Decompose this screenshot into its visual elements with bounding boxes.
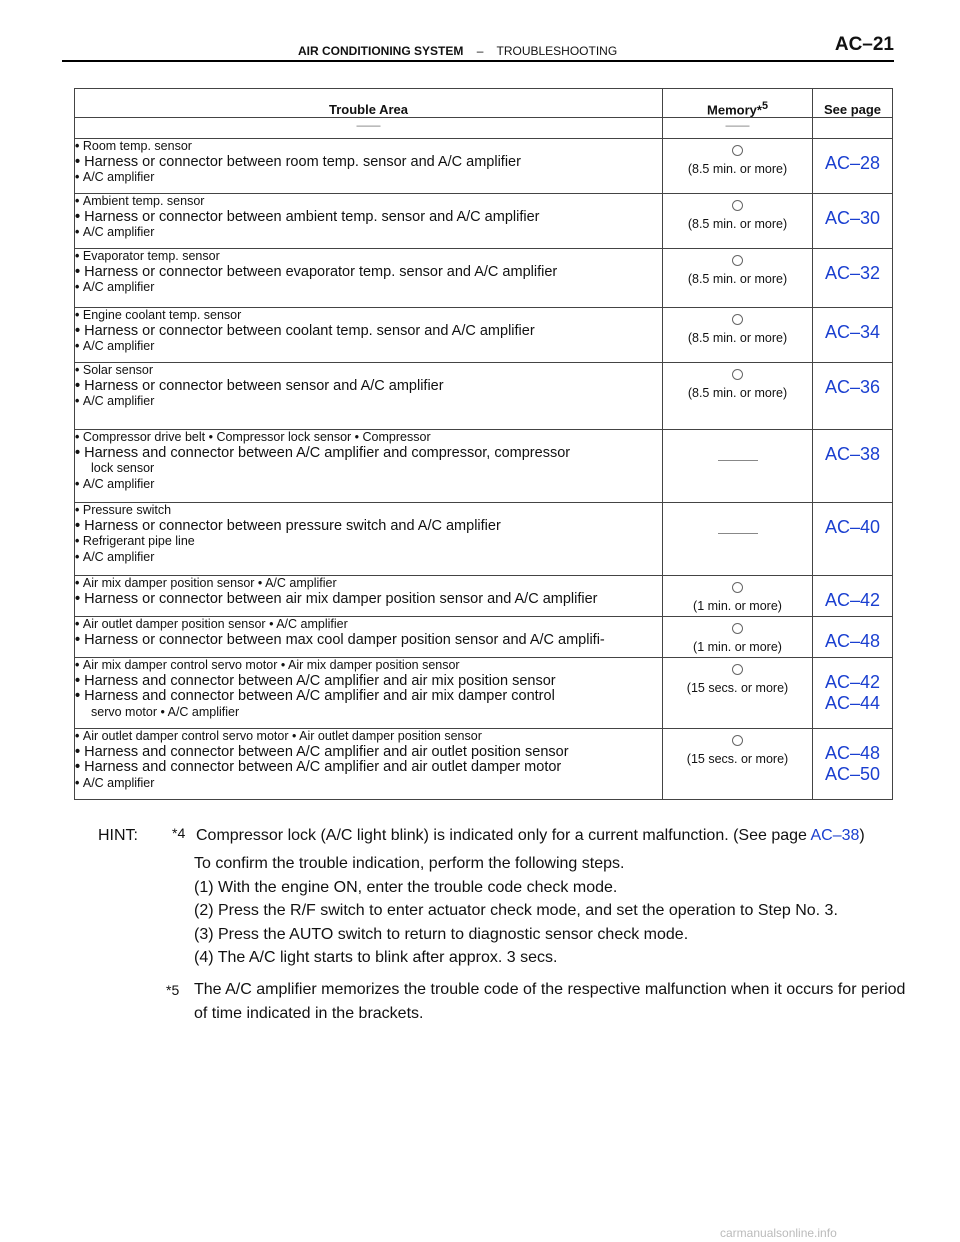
memory-circle-icon (732, 582, 743, 593)
memory-cell (663, 617, 813, 658)
memory-cell (663, 308, 813, 363)
see-page-cell (813, 139, 893, 194)
footnote-4-mark: *4 (172, 825, 186, 841)
memory-cell (663, 194, 813, 249)
trouble-area-line: • A/C amplifier (75, 477, 662, 493)
trouble-area-cell (75, 658, 663, 729)
memory-duration: (8.5 min. or more) (687, 386, 788, 400)
see-page-link[interactable]: AC–38 (824, 444, 881, 464)
dash-cell: —— (663, 118, 813, 139)
trouble-area-line: • Harness or connector between max cool damper position sensor and A/C amplifi- (75, 633, 662, 649)
see-page-link[interactable]: AC–48 (824, 631, 881, 651)
table-row (75, 503, 893, 576)
memory-duration: (1 min. or more) (693, 599, 782, 613)
table-row (75, 617, 893, 658)
col-trouble-area: Trouble Area (75, 89, 663, 118)
trouble-area-line: • A/C amplifier (75, 776, 662, 792)
see-page-cell (813, 249, 893, 308)
memory-cell (663, 430, 813, 503)
step-line: (3) Press the AUTO switch to return to diagnostic sensor check mode. (194, 925, 689, 943)
trouble-area-line: • Evaporator temp. sensor (75, 249, 662, 265)
trouble-area-line: • Harness and connector between A/C amplifier and compressor, compressor (75, 446, 662, 462)
trouble-area-cell (75, 139, 663, 194)
trouble-area-line: • Air outlet damper position sensor • A/C amplifier (75, 617, 662, 633)
page-header (62, 34, 894, 62)
footnote-4-link[interactable]: AC–38 (810, 827, 860, 844)
header-separator: – (476, 44, 484, 58)
trouble-area-line: • Ambient temp. sensor (75, 194, 662, 210)
memory-cell (663, 139, 813, 194)
memory-circle-icon (732, 145, 743, 156)
trouble-area-line: • A/C amplifier (75, 550, 662, 566)
trouble-area-line: • Air mix damper control servo motor • Air mix damper position sensor (75, 658, 662, 674)
trouble-area-line: • Harness and connector between A/C amplifier and air mix damper control (75, 689, 662, 705)
see-page-link[interactable]: AC–42 (824, 672, 881, 692)
step-line: (2) Press the R/F switch to enter actuator check mode, and set the operation to Step No. 3. (194, 902, 838, 919)
trouble-area-line: • A/C amplifier (75, 170, 662, 186)
trouble-area-line: • Harness or connector between pressure switch and A/C amplifier (75, 519, 662, 535)
see-page-link[interactable]: AC–40 (824, 517, 881, 537)
trouble-area-line: • Refrigerant pipe line (75, 534, 662, 550)
footnote-4-body: Compressor lock (A/C light blink) is indicated only for a current malfunction. (See page (196, 827, 811, 844)
trouble-area-line: • Room temp. sensor (75, 139, 662, 155)
trouble-area-cell (75, 617, 663, 658)
trouble-area-cell (75, 729, 663, 800)
header-section: AIR CONDITIONING SYSTEM (298, 44, 464, 58)
trouble-area-line: • A/C amplifier (75, 225, 662, 241)
memory-cell (663, 249, 813, 308)
trouble-area-cell (75, 249, 663, 308)
see-page-cell (813, 194, 893, 249)
see-page-link[interactable]: AC–48 (824, 743, 881, 763)
memory-duration: (8.5 min. or more) (687, 162, 788, 176)
footnote-4-text (196, 824, 906, 847)
memory-cell (663, 363, 813, 430)
trouble-area-line: • Harness and connector between A/C amplifier and air outlet position sensor (75, 745, 662, 761)
trouble-area-line: • Harness or connector between room temp. sensor and A/C amplifier (75, 155, 662, 171)
col-see-page: See page (813, 89, 893, 118)
memory-dash (718, 460, 758, 461)
trouble-table (74, 88, 893, 800)
header-subsection: TROUBLESHOOTING (496, 44, 618, 58)
table-row (75, 194, 893, 249)
memory-cell (663, 503, 813, 576)
trouble-area-line: • Harness or connector between coolant temp. sensor and A/C amplifier (75, 324, 662, 340)
see-page-link[interactable]: AC–42 (824, 590, 881, 610)
memory-duration: (8.5 min. or more) (687, 217, 788, 231)
table-row (75, 576, 893, 617)
memory-dash (718, 533, 758, 534)
trouble-area-line: • Air outlet damper control servo motor • Air outlet damper position sensor (75, 729, 662, 745)
table-row (75, 658, 893, 729)
table-row (75, 430, 893, 503)
table-row (75, 139, 893, 194)
memory-circle-icon (732, 255, 743, 266)
trouble-area-cell (75, 194, 663, 249)
see-page-link[interactable]: AC–36 (824, 377, 881, 397)
memory-duration: (15 secs. or more) (686, 681, 789, 695)
memory-duration: (1 min. or more) (693, 640, 782, 654)
table-row (75, 249, 893, 308)
trouble-area-line: • Solar sensor (75, 363, 662, 379)
trouble-area-line: • Harness and connector between A/C amplifier and air mix position sensor (75, 674, 662, 690)
see-page-link[interactable]: AC–44 (824, 693, 881, 713)
trouble-area-cell (75, 576, 663, 617)
footnote-5-text: The A/C amplifier memorizes the trouble code of the respective malfunction when it occurs for period of time indicated in the brackets. (194, 981, 906, 1022)
see-page-cell (813, 729, 893, 800)
step-line: (1) With the engine ON, enter the trouble code check mode. (194, 878, 618, 896)
memory-duration: (15 secs. or more) (686, 752, 789, 766)
see-page-link[interactable]: AC–50 (824, 764, 881, 784)
table-row (75, 729, 893, 800)
see-page-cell (813, 308, 893, 363)
trouble-area-line: • Harness or connector between sensor and A/C amplifier (75, 379, 662, 395)
trouble-area-line: • A/C amplifier (75, 339, 662, 355)
trouble-area-cell (75, 503, 663, 576)
step-line: To confirm the trouble indication, perform the following steps. (194, 855, 625, 872)
trouble-area-line: • A/C amplifier (75, 394, 662, 410)
memory-circle-icon (732, 314, 743, 325)
see-page-cell (813, 430, 893, 503)
see-page-cell (813, 576, 893, 617)
see-page-cell (813, 658, 893, 729)
trouble-area-cell (75, 308, 663, 363)
table-row (75, 363, 893, 430)
trouble-area-line: • Harness or connector between air mix damper position sensor and A/C amplifier (75, 592, 662, 608)
see-page-cell (813, 503, 893, 576)
footnote-4-close: ) (859, 827, 865, 844)
trouble-area-line: • Compressor drive belt • Compressor lock sensor • Compressor (75, 430, 662, 446)
hint-label: HINT: (98, 827, 138, 844)
see-page-link[interactable]: AC–30 (824, 208, 881, 228)
col-memory: Memory*$^5$ (663, 89, 813, 118)
trouble-area-line: • Harness and connector between A/C amplifier and air outlet damper motor (75, 760, 662, 776)
trouble-area-line: • A/C amplifier (75, 280, 662, 296)
memory-duration: (8.5 min. or more) (687, 331, 788, 345)
see-page-link[interactable]: AC–28 (824, 153, 881, 173)
memory-circle-icon (732, 735, 743, 746)
dash-cell (813, 118, 893, 139)
trouble-area-line: lock sensor (91, 461, 155, 475)
trouble-area-line: • Harness or connector between evaporator temp. sensor and A/C amplifier (75, 265, 662, 281)
see-page-link[interactable]: AC–32 (824, 263, 881, 283)
header-title (298, 44, 617, 58)
memory-circle-icon (732, 664, 743, 675)
step-line: (4) The A/C light starts to blink after approx. 3 secs. (194, 949, 558, 966)
memory-circle-icon (732, 623, 743, 634)
dash-cell: —— (75, 118, 663, 139)
memory-duration: (8.5 min. or more) (687, 272, 788, 286)
memory-cell (663, 576, 813, 617)
see-page-link[interactable]: AC–34 (824, 322, 881, 342)
trouble-area-line: • Engine coolant temp. sensor (75, 308, 662, 324)
see-page-cell (813, 363, 893, 430)
trouble-area-line: servo motor • A/C amplifier (91, 704, 240, 719)
watermark: carmanualsonline.info (720, 1226, 837, 1240)
trouble-area-line: • Air mix damper position sensor • A/C amplifier (75, 576, 662, 592)
col-memory-label: Memory* (707, 102, 762, 117)
table-row (75, 308, 893, 363)
memory-cell (663, 658, 813, 729)
dash-row (75, 118, 893, 139)
footnote-5-mark: *5 (166, 982, 180, 998)
trouble-area-cell (75, 363, 663, 430)
memory-cell (663, 729, 813, 800)
confirm-steps (194, 852, 838, 970)
trouble-area-cell (75, 430, 663, 503)
page-number: AC–21 (834, 34, 894, 55)
trouble-area-line: • Harness or connector between ambient temp. sensor and A/C amplifier (75, 210, 662, 226)
memory-circle-icon (732, 200, 743, 211)
trouble-area-line: • Pressure switch (75, 503, 662, 519)
memory-circle-icon (732, 369, 743, 380)
see-page-cell (813, 617, 893, 658)
